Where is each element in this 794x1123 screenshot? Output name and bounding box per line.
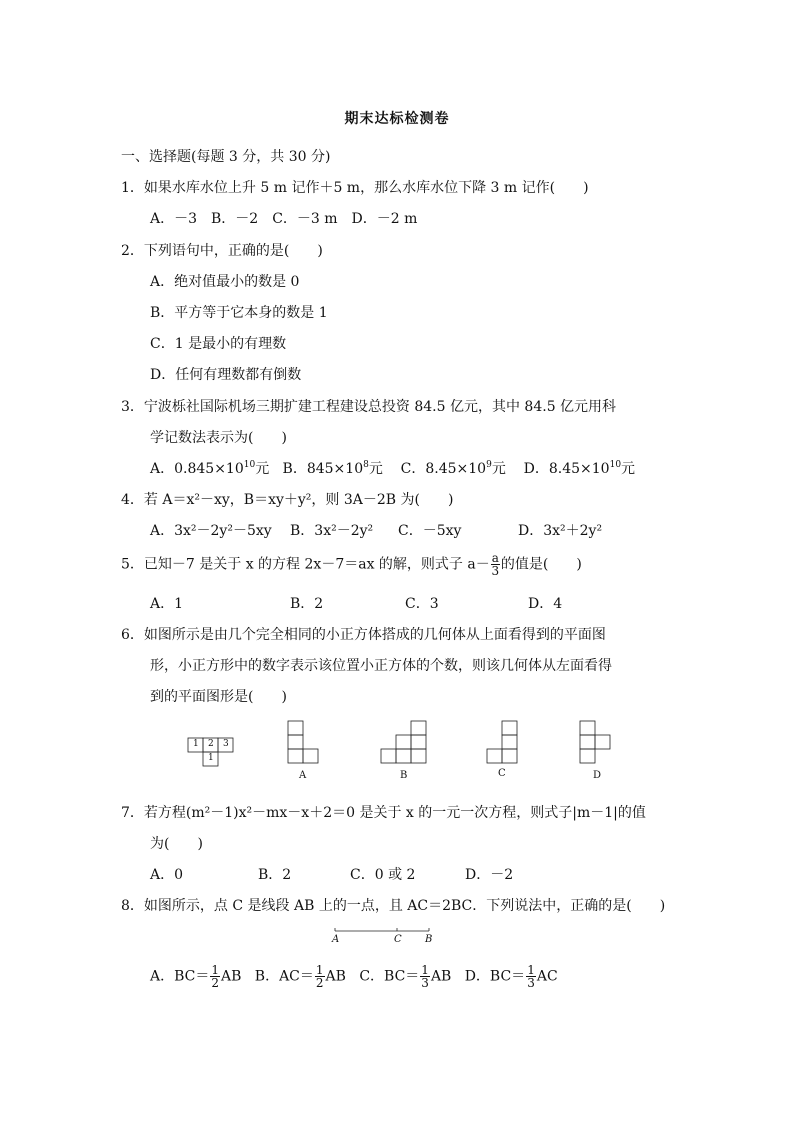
segment-label-b: B — [425, 934, 433, 945]
question-6-stem-line1: 6．如图所示是由几个完全相同的小正方体搭成的几何体从上面看得到的平面图 — [121, 627, 606, 643]
q8-option-d: D．BC＝ — [464, 968, 526, 985]
question-2-stem: 2．下列语句中，正确的是( ) — [121, 243, 323, 259]
segment-figure — [333, 926, 433, 938]
page-title: 期末达标检测卷 — [344, 111, 450, 127]
question-5-option-a: A．1 — [150, 596, 184, 612]
option-d-label: D — [593, 770, 602, 781]
question-5-option-b: B．2 — [290, 596, 324, 612]
question-2-option-b: B．平方等于它本身的数是 1 — [150, 305, 328, 321]
question-4-option-c: C．－5xy — [398, 523, 462, 539]
q3-option-d: D．8.45×10 — [523, 461, 610, 477]
option-b-label: B — [400, 770, 408, 781]
q3-option-c: C．8.45×10 — [400, 461, 487, 477]
question-2-option-c: C．1 是最小的有理数 — [150, 336, 287, 352]
q8-option-a: A．BC＝ — [150, 968, 210, 985]
question-7-option-d: D．－2 — [465, 867, 514, 883]
option-a-label: A — [299, 770, 307, 781]
question-1-stem: 1．如果水库水位上升 5 m 记作＋5 m，那么水库水位下降 3 m 记作( ) — [121, 180, 589, 196]
question-7-option-c: C．0 或 2 — [350, 867, 416, 883]
question-3-options: A．$0.845\times 10^{10}$元 B．$845\times 10^8$元 C．$8.45\times 10^9$元 D．$8.45\times 10^{10}$元 — [150, 460, 636, 477]
q3-option-a: A．0.845×10 — [150, 461, 244, 477]
question-4-option-d: D．3x²＋2y² — [518, 523, 603, 539]
question-7-option-a: A．0 — [150, 867, 184, 883]
question-5-option-d: D．4 — [528, 596, 563, 612]
question-7-stem-line1: 7．若方程(m²－1)x²－mx－x＋2＝0 是关于 x 的一元一次方程，则式子|m－1|的值 — [121, 805, 646, 821]
fraction: $\frac{1}{2}$ — [315, 963, 324, 990]
grid-number: 1 — [193, 739, 199, 749]
q8-option-c: C．BC＝ — [359, 968, 420, 985]
grid-number: 3 — [223, 739, 229, 749]
q3-option-b: B．845×10 — [282, 461, 364, 477]
question-4-option-a: A．3x²－2y²－5xy — [150, 523, 272, 539]
section-heading: 一、选择题(每题 3 分，共 30 分) — [121, 149, 331, 165]
grid-number: 1 — [208, 753, 214, 763]
question-7-option-b: B．2 — [258, 867, 292, 883]
segment-label-c: C — [394, 934, 402, 945]
question-8-stem: 8．如图所示，点 C 是线段 AB 上的一点，且 AC＝2BC．下列说法中，正确的是( ) — [121, 898, 666, 914]
question-4-stem: 4．若 A＝x²－xy，B＝xy＋y²，则 3A－2B 为( ) — [121, 492, 454, 508]
question-7-stem-line2: 为( ) — [150, 836, 203, 852]
grid-number: 2 — [208, 739, 214, 749]
option-c-figure — [487, 720, 521, 766]
question-6-stem-line2: 形，小正方形中的数字表示该位置小正方体的个数，则该几何体从左面看得 — [150, 658, 612, 674]
question-3-stem-line1: 3．宁波栎社国际机场三期扩建工程建设总投资 84.5 亿元，其中 84.5 亿元用科 — [121, 399, 617, 415]
question-2-option-d: D．任何有理数都有倒数 — [150, 367, 302, 383]
segment-label-a: A — [332, 934, 340, 945]
option-b-figure — [381, 720, 431, 766]
question-3-stem-line2: 学记数法表示为( ) — [150, 430, 287, 446]
option-c-label: C — [498, 768, 506, 779]
question-6-stem-line3: 到的平面图形是( ) — [150, 689, 287, 705]
question-1-options: A．－3 B．－2 C．－3 m D．－2 m — [150, 211, 418, 227]
fraction: $\frac{1}{3}$ — [421, 963, 429, 990]
question-8-options: A．BC＝ $\frac{1}{2}$ AB B．AC＝ $\frac{1}{2}$ AB C．BC＝ $\frac{1}{3}$ AB D．BC＝ $\frac{1}{3}$ AC — [150, 963, 558, 990]
question-4-option-b: B．3x²－2y² — [290, 523, 374, 539]
fraction: $\frac{a}{3}$ — [491, 551, 500, 578]
question-2-option-a: A．绝对值最小的数是 0 — [150, 274, 300, 290]
option-a-figure — [288, 720, 322, 766]
question-5-stem: 5．已知－7 是关于 x 的方程 2x－7＝ax 的解，则式子 a－ $\frac{a}{3}$ 的值是( ) — [121, 551, 582, 578]
option-d-figure — [580, 720, 614, 766]
fraction: $\frac{1}{2}$ — [211, 963, 220, 990]
q8-option-b: B．AC＝ — [254, 968, 314, 985]
fraction: $\frac{1}{3}$ — [527, 963, 535, 990]
question-5-option-c: C．3 — [405, 596, 439, 612]
